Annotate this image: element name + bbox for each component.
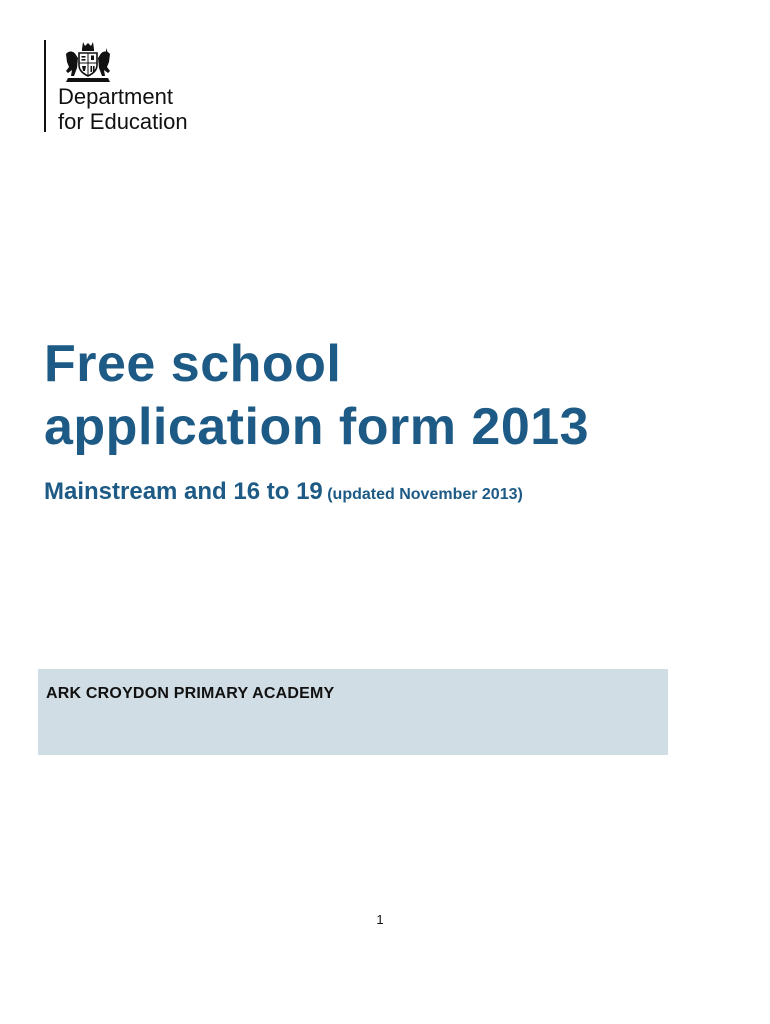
title-line-2: application form 2013	[44, 398, 590, 456]
royal-coat-of-arms-icon	[62, 40, 114, 84]
document-subtitle	[44, 478, 523, 506]
department-name-line-1: Department	[58, 84, 173, 109]
title-line-1: Free school	[44, 335, 342, 393]
school-name-box	[38, 669, 668, 755]
department-name-line-2: for Education	[58, 109, 188, 134]
department-logo	[44, 40, 188, 132]
page-number: 1	[376, 912, 384, 927]
school-name: ARK CROYDON PRIMARY ACADEMY	[46, 685, 335, 702]
subtitle-main: Mainstream and 16 to 19	[44, 478, 323, 505]
document-title	[44, 333, 589, 459]
subtitle-update-note: (updated November 2013)	[327, 486, 523, 503]
